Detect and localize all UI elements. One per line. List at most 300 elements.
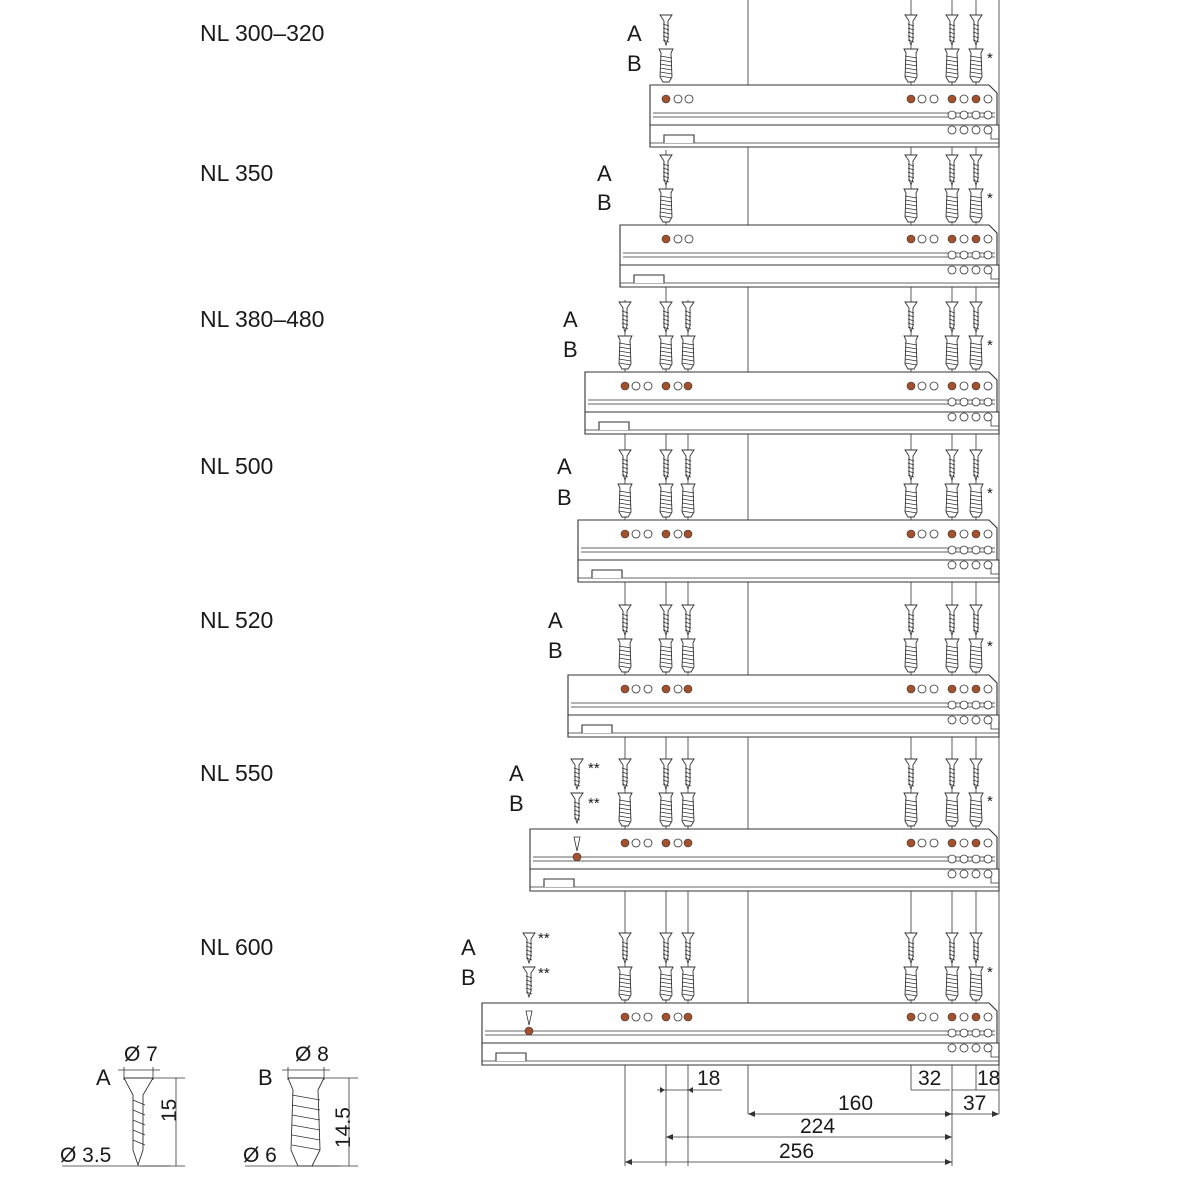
row-5-letter-b: B [509, 791, 524, 816]
row-label-nl-600: NL 600 [200, 934, 274, 960]
fixing-point-dot [662, 839, 670, 847]
fixing-point-dot [684, 685, 692, 693]
hole-circle [972, 398, 980, 406]
runner-clip [599, 422, 629, 430]
screw-a-letter: A [96, 1065, 111, 1090]
hole-circle [972, 561, 980, 569]
hole-circle [918, 1013, 926, 1021]
runner-row-2 [585, 302, 999, 434]
hole-circle [674, 95, 682, 103]
screw-b-icon [904, 639, 918, 672]
hole-circle [960, 398, 968, 406]
fixing-point-dot [684, 530, 692, 538]
screw-b-icon [681, 484, 695, 517]
screw-a-icon [619, 450, 631, 480]
hole-circle [948, 126, 956, 134]
star-mark: * [987, 337, 993, 354]
fixing-point-dot [684, 1013, 692, 1021]
hole-circle [984, 701, 992, 709]
screw-a-icon [619, 302, 631, 332]
fixing-point-dot [621, 839, 629, 847]
screw-a-icon [682, 933, 694, 963]
hole-circle [960, 111, 968, 119]
hole-circle [972, 111, 980, 119]
hole-circle [960, 1044, 968, 1052]
fixing-point-dot [972, 95, 980, 103]
fixing-point-dot [972, 1013, 980, 1021]
screw-a-icon [970, 15, 982, 45]
screw-a-icon [682, 302, 694, 332]
dimension-256: 256 [779, 1140, 815, 1163]
hole-circle [960, 870, 968, 878]
hole-circle [984, 413, 992, 421]
row-2-letter-b: B [563, 337, 578, 362]
screw-b-icon [659, 484, 673, 517]
runner-body [578, 520, 997, 560]
hole-circle [972, 546, 980, 554]
fixing-point-dot [972, 839, 980, 847]
screw-b-icon [904, 336, 918, 369]
runner-clip [634, 275, 664, 283]
runner-row-4 [568, 605, 999, 737]
screw-a-icon [946, 155, 958, 185]
hole-circle [960, 561, 968, 569]
screw-b-icon [659, 336, 673, 369]
hole-circle [918, 839, 926, 847]
runner-row-5 [530, 759, 999, 891]
screw-a-icon [660, 933, 672, 963]
fixing-point-dot [907, 235, 915, 243]
runner-clip [496, 1053, 526, 1061]
hole-circle [984, 561, 992, 569]
hole-circle [984, 235, 992, 243]
fixing-point-dot [525, 1027, 533, 1035]
runner-rows [482, 15, 999, 1065]
screw-a-icon [660, 450, 672, 480]
screw-b-head-diameter: Ø 8 [295, 1043, 329, 1066]
fixing-point-dot [907, 95, 915, 103]
screw-b-icon [945, 189, 959, 222]
screw-b-icon [904, 793, 918, 826]
screw-a-icon [946, 450, 958, 480]
hole-circle [948, 1044, 956, 1052]
screw-b-icon [904, 189, 918, 222]
fixing-point-dot [684, 382, 692, 390]
hole-circle [960, 546, 968, 554]
star-mark: * [987, 638, 993, 655]
hole-circle [960, 1029, 968, 1037]
row-labels [200, 20, 324, 960]
runner-body [530, 829, 997, 869]
fixing-point-dot [621, 382, 629, 390]
star-mark: * [987, 793, 993, 810]
hole-circle [948, 561, 956, 569]
fixing-point-dot [621, 685, 629, 693]
fixing-point-dot [972, 685, 980, 693]
runner-rail [568, 715, 999, 737]
hole-circle [918, 685, 926, 693]
hole-circle [918, 382, 926, 390]
screw-a-icon [905, 155, 917, 185]
screw-b-icon [969, 793, 983, 826]
hole-circle [984, 716, 992, 724]
hole-circle [930, 235, 938, 243]
vertical-guide-lines [625, 0, 999, 1166]
screw-b-icon [904, 967, 918, 1000]
screw-b-icon [659, 967, 673, 1000]
dimension-224: 224 [800, 1115, 836, 1138]
hole-circle [644, 382, 652, 390]
row-4-letter-a: A [548, 608, 563, 633]
fixing-point-dot [972, 235, 980, 243]
row-1-letter-a: A [597, 161, 612, 186]
screw-b-icon [659, 49, 673, 82]
hole-circle [984, 685, 992, 693]
runner-row-6 [482, 933, 999, 1065]
hole-circle [948, 1029, 956, 1037]
screw-a-length: 15 [158, 1098, 181, 1122]
row-6-letter-a: A [461, 935, 476, 960]
screw-a-icon [660, 155, 672, 185]
fixing-point-dot [948, 95, 956, 103]
runner-rail [650, 125, 999, 147]
row-5-letter-a: A [509, 761, 524, 786]
screw-b-letter: B [258, 1065, 273, 1090]
hole-circle [972, 1029, 980, 1037]
screw-b-icon [969, 49, 983, 82]
dimension-lines [625, 1067, 1000, 1165]
row-label-nl-520: NL 520 [200, 607, 274, 633]
hole-circle [948, 870, 956, 878]
fixing-point-dot [907, 839, 915, 847]
screw-a-icon [619, 759, 631, 789]
hole-circle [644, 530, 652, 538]
screw-a-icon [905, 302, 917, 332]
hole-circle [948, 398, 956, 406]
double-star-mark: ** [588, 760, 600, 777]
hole-circle [930, 95, 938, 103]
star-mark: * [987, 485, 993, 502]
screw-b-icon [945, 336, 959, 369]
runner-rail [585, 412, 999, 434]
fixing-point-dot [621, 530, 629, 538]
screw-a-icon [946, 759, 958, 789]
screw-b-icon [618, 793, 632, 826]
hole-circle [930, 530, 938, 538]
screw-a-icon [970, 155, 982, 185]
hole-circle [984, 1029, 992, 1037]
row-label-nl-550: NL 550 [200, 760, 274, 786]
fixing-point-dot [948, 530, 956, 538]
hole-circle [948, 701, 956, 709]
hole-circle [930, 382, 938, 390]
hole-circle [948, 266, 956, 274]
fixing-point-dot [907, 1013, 915, 1021]
screw-b-icon [618, 484, 632, 517]
screw-a-icon [523, 933, 535, 963]
hole-circle [674, 1013, 682, 1021]
hole-circle [948, 546, 956, 554]
hole-circle [960, 716, 968, 724]
screw-b-icon [659, 639, 673, 672]
hole-circle [960, 685, 968, 693]
screw-b-icon [681, 336, 695, 369]
hole-circle [960, 1013, 968, 1021]
screw-a-icon [660, 759, 672, 789]
screw-b-detail [243, 1043, 358, 1167]
hole-circle [918, 235, 926, 243]
row-2-letter-a: A [563, 307, 578, 332]
screw-a-icon [682, 759, 694, 789]
hole-circle [984, 1044, 992, 1052]
dimension-32: 32 [918, 1067, 942, 1090]
hole-circle [644, 839, 652, 847]
fixing-point-dot [948, 1013, 956, 1021]
screw-a-icon [660, 605, 672, 635]
screw-a-icon [946, 15, 958, 45]
runner-body [650, 85, 997, 125]
hole-circle [644, 1013, 652, 1021]
screw-a-body [124, 1078, 153, 1165]
screw-b-icon [618, 967, 632, 1000]
hole-circle [930, 685, 938, 693]
hole-circle [984, 1013, 992, 1021]
dimension-37: 37 [963, 1092, 987, 1115]
row-6-letter-b: B [461, 965, 476, 990]
hole-circle [644, 685, 652, 693]
hole-circle [960, 413, 968, 421]
hole-circle [984, 111, 992, 119]
hole-circle [674, 382, 682, 390]
screw-b-icon [945, 967, 959, 1000]
runner-clip [664, 135, 694, 143]
hole-circle [972, 716, 980, 724]
screw-a-icon [571, 759, 583, 789]
hole-circle [960, 126, 968, 134]
hole-circle [948, 855, 956, 863]
runner-rail [530, 869, 999, 891]
screw-b-icon [969, 336, 983, 369]
screw-b-icon [969, 189, 983, 222]
screw-b-icon [969, 639, 983, 672]
hole-circle [918, 95, 926, 103]
fixing-point-dot [662, 95, 670, 103]
screw-a-icon [905, 450, 917, 480]
screw-a-icon [682, 450, 694, 480]
fixing-point-dot [662, 685, 670, 693]
screw-a-icon [946, 302, 958, 332]
runner-rail [482, 1043, 999, 1065]
fixing-point-dot [662, 235, 670, 243]
screw-b-icon [945, 484, 959, 517]
runner-row-3 [578, 450, 999, 582]
fixing-point-dot [972, 530, 980, 538]
screw-a-icon [946, 933, 958, 963]
fixing-point-dot [662, 530, 670, 538]
fixing-point-dot [621, 1013, 629, 1021]
screw-a-detail [60, 1043, 185, 1167]
hole-circle [918, 530, 926, 538]
runner-body [568, 675, 997, 715]
screw-a-icon [682, 605, 694, 635]
screw-a-icon [970, 605, 982, 635]
hole-circle [960, 235, 968, 243]
screw-b-icon [945, 793, 959, 826]
screw-b-icon [681, 967, 695, 1000]
hole-circle [685, 235, 693, 243]
fixing-point-dot [948, 235, 956, 243]
fixing-point-dot [948, 839, 956, 847]
runner-rail [578, 560, 999, 582]
screw-a-icon [660, 15, 672, 45]
screw-b-length: 14.5 [332, 1107, 355, 1148]
runner-clip [592, 570, 622, 578]
double-star-mark: ** [538, 930, 550, 947]
fixing-point-dot [684, 839, 692, 847]
screw-a-icon [970, 302, 982, 332]
hole-circle [984, 251, 992, 259]
fixing-point-dot [948, 382, 956, 390]
row-1-letter-b: B [597, 190, 612, 215]
screw-a-icon [660, 302, 672, 332]
row-3-letter-b: B [557, 485, 572, 510]
hole-circle [984, 546, 992, 554]
hole-circle [674, 530, 682, 538]
hole-circle [948, 413, 956, 421]
hole-circle [972, 126, 980, 134]
dimension-160: 160 [838, 1092, 874, 1115]
hole-circle [972, 870, 980, 878]
row-label-nl-350: NL 350 [200, 160, 274, 186]
hole-circle [685, 95, 693, 103]
screw-b-icon [969, 967, 983, 1000]
fixing-point-dot [972, 382, 980, 390]
runner-clip [544, 879, 574, 887]
screw-a-head-diameter: Ø 7 [124, 1043, 158, 1066]
screw-a-icon [523, 967, 535, 997]
fixing-point-dot [907, 382, 915, 390]
hole-circle [960, 855, 968, 863]
runner-row-0 [650, 15, 999, 147]
screw-b-icon [969, 484, 983, 517]
fixing-point-dot [662, 382, 670, 390]
row-label-nl-380-480: NL 380–480 [200, 306, 325, 332]
screw-a-shank-diameter: Ø 3.5 [60, 1144, 112, 1167]
screw-b-icon [904, 49, 918, 82]
screw-b-body [288, 1078, 324, 1166]
hole-circle [632, 839, 640, 847]
hole-circle [632, 530, 640, 538]
hole-circle [632, 685, 640, 693]
screw-b-icon [945, 639, 959, 672]
screw-a-icon [619, 933, 631, 963]
hole-circle [984, 266, 992, 274]
double-star-mark: ** [588, 795, 600, 812]
hole-circle [674, 839, 682, 847]
hole-circle [960, 95, 968, 103]
screw-a-icon [905, 15, 917, 45]
screw-b-icon [681, 793, 695, 826]
hole-circle [984, 530, 992, 538]
runner-body [585, 372, 997, 412]
hole-circle [960, 266, 968, 274]
star-mark: * [987, 964, 993, 981]
fixing-point-dot [907, 530, 915, 538]
hole-circle [972, 413, 980, 421]
hole-circle [948, 111, 956, 119]
hole-circle [960, 251, 968, 259]
screw-b-icon [945, 49, 959, 82]
runner-clip [582, 725, 612, 733]
screw-a-icon [905, 933, 917, 963]
hole-circle [984, 382, 992, 390]
star-mark: * [987, 50, 993, 67]
fixing-point-dot [573, 853, 581, 861]
hole-circle [632, 382, 640, 390]
hole-circle [930, 1013, 938, 1021]
row-4-letter-b: B [548, 638, 563, 663]
row-0-letter-b: B [627, 51, 642, 76]
hole-circle [972, 855, 980, 863]
fixing-point-dot [907, 685, 915, 693]
screw-a-icon [970, 933, 982, 963]
hole-circle [960, 382, 968, 390]
row-0-letter-a: A [627, 21, 642, 46]
hole-circle [960, 530, 968, 538]
double-star-mark: ** [538, 965, 550, 982]
screw-a-icon [970, 759, 982, 789]
hole-circle [972, 251, 980, 259]
hole-circle [972, 701, 980, 709]
hole-circle [948, 251, 956, 259]
dimension-18-left: 18 [697, 1067, 721, 1090]
hole-circle [984, 839, 992, 847]
runner-rail [620, 265, 999, 287]
fixing-point-dot [948, 685, 956, 693]
hole-circle [632, 1013, 640, 1021]
hole-circle [960, 701, 968, 709]
hole-circle [984, 126, 992, 134]
hole-circle [984, 870, 992, 878]
screw-b-shank-diameter: Ø 6 [243, 1144, 277, 1167]
hole-circle [972, 1044, 980, 1052]
runner-body [482, 1003, 997, 1043]
star-mark: * [987, 190, 993, 207]
hole-circle [960, 839, 968, 847]
screw-b-icon [618, 639, 632, 672]
screw-a-icon [905, 759, 917, 789]
screw-a-icon [946, 605, 958, 635]
runner-row-1 [620, 155, 999, 287]
screw-b-icon [659, 793, 673, 826]
screw-b-icon [904, 484, 918, 517]
hole-circle [674, 235, 682, 243]
screw-b-icon [681, 639, 695, 672]
hole-circle [984, 95, 992, 103]
hole-circle [984, 855, 992, 863]
fixing-point-dot [662, 1013, 670, 1021]
screw-b-icon [659, 189, 673, 222]
hole-circle [984, 398, 992, 406]
dimension-18-right: 18 [977, 1067, 1001, 1090]
screw-a-icon [970, 450, 982, 480]
runner-body [620, 225, 997, 265]
row-3-letter-a: A [557, 454, 572, 479]
row-label-nl-300-320: NL 300–320 [200, 20, 325, 46]
screw-b-icon [618, 336, 632, 369]
hole-circle [674, 685, 682, 693]
hole-circle [948, 716, 956, 724]
